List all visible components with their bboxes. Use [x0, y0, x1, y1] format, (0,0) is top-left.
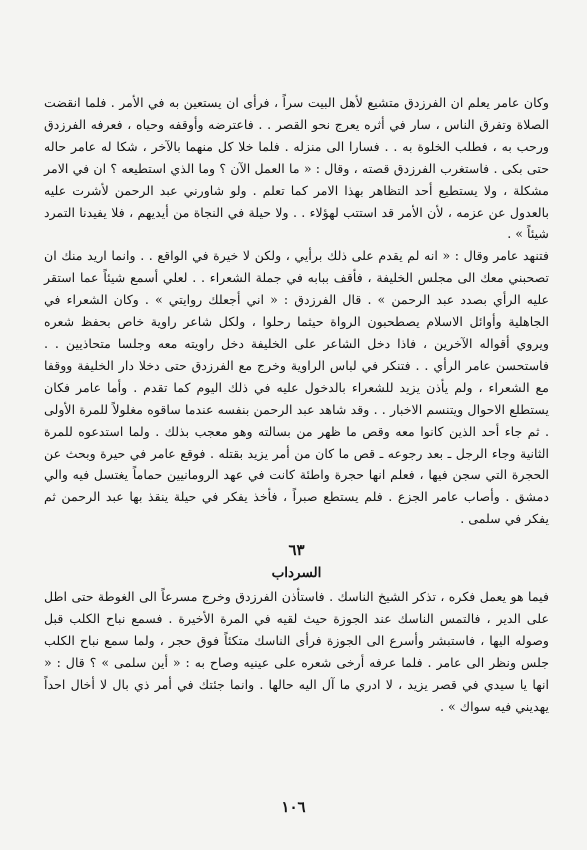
paragraph-amir-plan: فتنهد عامر وقال : « انه لم يقدم على ذلك برأيي ، ولكن لا خيرة في الواقع . . وانما اريد منك ان تصحبني معك الى مجلس الخليفة ، فأقف ببابه في جملة الشعراء . . لعلي أسمع شيئاً عما استقر عليه الرأي بصدد عبد الرحمن » . قال الفرزدق : « اني أجعلك روايتي » . وكان الشعراء في الجاهلية وأوائل الاسلام يصطحبون الرواة حيثما رحلوا ، ولكل شاعر راوية خاص بحفظ شعره ويروي أقواله الآخرين ، فاذا دخل الشاعر على الخليفة دخل راويته معه وجلسا متحاذيين . . فاستحسن عامر الرأي . . فتنكر في لباس الراوية وخرج مع الفرزدق حتى دخلا دار الخليفة ووقفا مع الشعراء ، ولم يأذن يزيد للشعراء بالدخول عليه في ذلك اليوم كما تقدم . وأما عامر فكان يستطلع الاحوال ويتنسم الاخبار . . وقد شاهد عبد الرحمن بنفسه عندما ساقوه مغلولاً للمرة الأولى . ثم جاء أحد الذين كانوا معه وقص ما ظهر من بسالته وهو معجب بذلك . ولما استدعوه للمرة الثانية وجاء الرجل ـ بعد رجوعه ـ قص ما كان من أمر يزيد بقتله . فوقع عامر في حيرة وبحث عن الحجرة التي سجن فيها ، فعلم انها حجرة واطئة كانت في عهد الرومانيين حماماً يغتسل فيه والي دمشق . وأصاب عامر الجزع . فلم يستطع صبراً ، فأخذ يفكر في حيلة ينقذ بها عبد الرحمن ثم يفكر في سلمى . — [44, 248, 549, 527]
chapter-title: السرداب — [271, 565, 322, 582]
paragraph-hermit: فيما هو يعمل فكره ، تذكر الشيخ الناسك . فاستأذن الفرزدق وخرج مسرعاً الى الغوطة حتى اطل على الدير ، فالتمس الناسك عند الجوزة حيث لقيه في المرة الأخيرة . فسمع نباح الكلب قبل وصوله اليها ، فاستبشر وأسرع الى الجوزة فرأى الناسك متكئاً فوق حجر ، ولما سمع نباح الكلب جلس ونظر الى عامر . فلما عرفه أرخى شعره على عينيه وصاح به : « أين سلمى » ؟ قال : « انها يا سيدي في قصر يزيد ، لا ادري ما آل اليه حالها . وانما جئتك في أمر ذي بال لا أخال احداً يهديني فيه سواك » . — [44, 589, 549, 714]
page-number: ١٠٦ — [281, 798, 306, 816]
paragraph-amir-farazdaq: وكان عامر يعلم ان الفرزدق متشيع لأهل البيت سراً ، فرأى ان يستعين به في الأمر . فلما انقضت الصلاة وتفرق الناس ، سار في أثره يعرج نحو القصر . . فاعترضه وأوقفه وحياه ، فعرفه الفرزدق ورحب به ، فطلب الخلوة به . . فسارا الى منزله . فلما خلا كل منهما بالآخر ، شكا له عامر حاله حتى بكى . فاستغرب الفرزدق قصته ، وقال : « ما العمل الآن ؟ وما الذي استطيعه ؟ ان في الامر مشكلة ، ولا يستطيع أحد التظاهر بهذا الامر كما تعلم . ولو شاورني عبد الرحمن لأشرت عليه بالعدول عن عزمه ، لأن الأمر قد استتب لهؤلاء . . ولا حيلة في النجاة من أيديهم ، فلا يفيدنا التمرد شيئاً » . — [44, 95, 549, 242]
chapter-number: ٦٣ — [288, 541, 305, 560]
